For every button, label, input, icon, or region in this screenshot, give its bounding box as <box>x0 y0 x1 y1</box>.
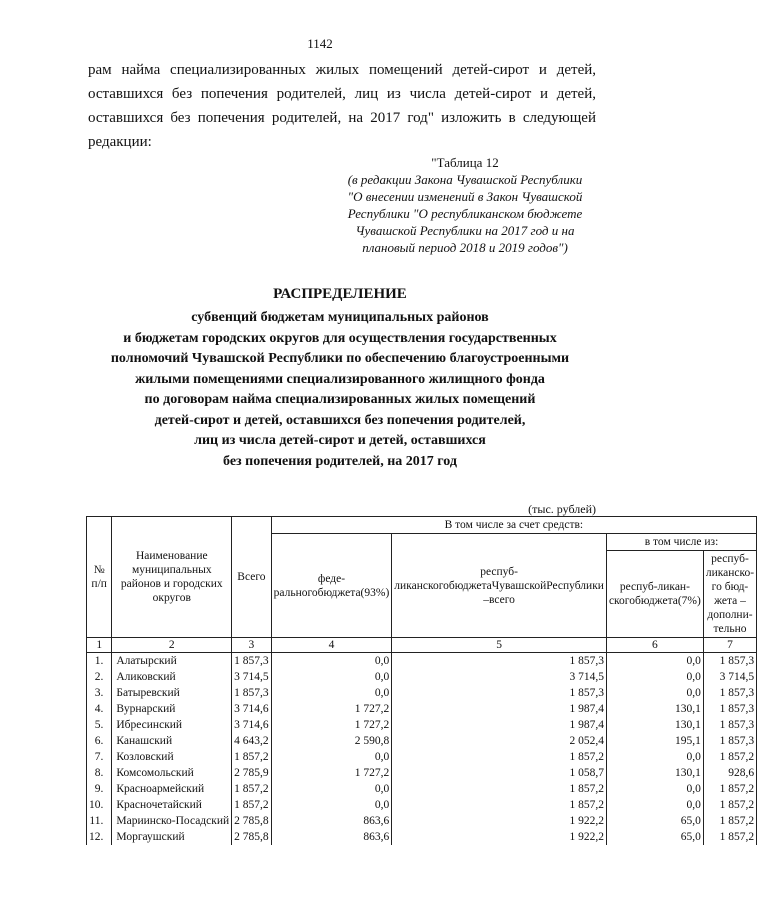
federal-value: 1 727,2 <box>271 717 392 733</box>
republic-7-value: 195,1 <box>606 733 703 749</box>
district-name: Красночетайский <box>112 797 232 813</box>
district-name: Вурнарский <box>112 701 232 717</box>
header-republic-7: респуб-ликан-скогобюджета(7%) <box>606 551 703 638</box>
table-row <box>87 685 757 701</box>
row-number: 8. <box>87 765 112 781</box>
header-name: Наименование муниципальных районов и городских округов <box>112 517 232 638</box>
republic-7-value: 0,0 <box>606 781 703 797</box>
distribution-table <box>86 516 757 845</box>
page-number: 1142 <box>307 36 333 51</box>
intro-paragraph <box>88 58 596 154</box>
district-name: Комсомольский <box>112 765 232 781</box>
column-number: 6 <box>606 638 703 653</box>
district-name: Красноармейский <box>112 781 232 797</box>
heading-subtitle-line: лиц из числа детей-сирот и детей, оставшихся <box>194 433 486 448</box>
republic-total-value: 1 922,2 <box>392 829 607 845</box>
header-federal: феде-ральногобюджета(93%) <box>271 534 392 638</box>
table-row <box>87 813 757 829</box>
heading-subtitle-line: полномочий Чувашской Республики по обеспечению благоустроенными <box>110 351 570 366</box>
republic-7-value: 130,1 <box>606 701 703 717</box>
federal-value: 0,0 <box>271 653 392 670</box>
column-number: 5 <box>392 638 607 653</box>
republic-total-value: 1 987,4 <box>392 701 607 717</box>
federal-value: 0,0 <box>271 797 392 813</box>
republic-extra-value: 3 714,5 <box>703 669 756 685</box>
header-num: № п/п <box>87 517 112 638</box>
total-value: 1 857,2 <box>232 797 272 813</box>
column-number: 4 <box>271 638 392 653</box>
intro-line: оставшихся без попечения родителей, лиц из числа детей-сирот и детей, <box>88 86 596 102</box>
heading-subtitle-line: жилыми помещениями специализированного жилищного фонда <box>135 371 545 387</box>
republic-7-value: 65,0 <box>606 829 703 845</box>
table-row <box>87 765 757 781</box>
republic-total-value: 3 714,5 <box>392 669 607 685</box>
row-number: 6. <box>87 733 112 749</box>
republic-extra-value: 928,6 <box>703 765 756 781</box>
district-name: Алатырский <box>112 653 232 670</box>
republic-extra-value: 1 857,2 <box>703 781 756 797</box>
heading-subtitle-line: детей-сирот и детей, оставшихся без попечения родителей, <box>154 412 526 428</box>
row-number: 3. <box>87 685 112 701</box>
column-number: 2 <box>112 638 232 653</box>
district-name: Мариинско-Посадский <box>112 813 232 829</box>
republic-extra-value: 1 857,3 <box>703 685 756 701</box>
heading-subtitle-line: и бюджетам городских округов для осуществления государственных <box>123 330 557 346</box>
republic-total-value: 1 857,3 <box>392 653 607 670</box>
header-including: В том числе за счет средств: <box>271 517 756 534</box>
republic-total-value: 1 857,2 <box>392 749 607 765</box>
federal-value: 863,6 <box>271 813 392 829</box>
federal-value: 0,0 <box>271 781 392 797</box>
federal-value: 0,0 <box>271 685 392 701</box>
header-republic-total: респуб-ликанскогобюджетаЧувашскойРеспублики –всего <box>392 534 607 638</box>
republic-7-value: 0,0 <box>606 749 703 765</box>
total-value: 1 857,2 <box>232 749 272 765</box>
total-value: 1 857,2 <box>232 781 272 797</box>
district-name: Моргаушский <box>112 829 232 845</box>
row-number: 2. <box>87 669 112 685</box>
total-value: 2 785,9 <box>232 765 272 781</box>
header-republic-extra: респуб-ликанско-го бюд-жета –дополни-тельно <box>703 551 756 638</box>
district-name: Канашский <box>112 733 232 749</box>
republic-7-value: 0,0 <box>606 669 703 685</box>
total-value: 2 785,8 <box>232 813 272 829</box>
table-row <box>87 781 757 797</box>
republic-extra-value: 1 857,2 <box>703 829 756 845</box>
table-row <box>87 701 757 717</box>
table-note-line: "О внесении изменений в Закон Чувашской <box>347 189 583 204</box>
table-note-line: Чувашской Республики на 2017 год и на <box>355 223 575 238</box>
units-label: (тыс. рублей) <box>528 502 596 516</box>
republic-extra-value: 1 857,2 <box>703 797 756 813</box>
republic-7-value: 130,1 <box>606 765 703 781</box>
total-value: 2 785,8 <box>232 829 272 845</box>
republic-total-value: 1 987,4 <box>392 717 607 733</box>
table-row <box>87 829 757 845</box>
federal-value: 2 590,8 <box>271 733 392 749</box>
total-value: 3 714,5 <box>232 669 272 685</box>
header-total: Всего <box>232 517 272 638</box>
district-name: Батыревский <box>112 685 232 701</box>
heading-subtitle-line: субвенций бюджетам муниципальных районов <box>191 310 489 325</box>
republic-7-value: 130,1 <box>606 717 703 733</box>
row-number: 10. <box>87 797 112 813</box>
row-number: 1. <box>87 653 112 670</box>
row-number: 5. <box>87 717 112 733</box>
republic-extra-value: 1 857,3 <box>703 701 756 717</box>
district-name: Аликовский <box>112 669 232 685</box>
heading-subtitle-line: без попечения родителей, на 2017 год <box>223 453 457 469</box>
federal-value: 1 727,2 <box>271 701 392 717</box>
republic-total-value: 1 058,7 <box>392 765 607 781</box>
table-note-line: плановый период 2018 и 2019 годов") <box>362 240 568 255</box>
table-note-line: (в редакции Закона Чувашской Республики <box>347 172 583 187</box>
district-name: Ибресинский <box>112 717 232 733</box>
intro-line: оставшихся без попечения родителей, на 2017 год" изложить в следующей <box>88 110 596 126</box>
republic-total-value: 1 857,2 <box>392 781 607 797</box>
table-row <box>87 653 757 670</box>
column-numbers-row <box>87 638 757 653</box>
republic-total-value: 1 857,2 <box>392 797 607 813</box>
table-row <box>87 717 757 733</box>
heading-title: РАСПРЕДЕЛЕНИЕ <box>273 286 407 302</box>
federal-value: 1 727,2 <box>271 765 392 781</box>
table-row <box>87 749 757 765</box>
republic-total-value: 2 052,4 <box>392 733 607 749</box>
total-value: 4 643,2 <box>232 733 272 749</box>
table-row <box>87 733 757 749</box>
column-number: 1 <box>87 638 112 653</box>
table-row <box>87 669 757 685</box>
row-number: 9. <box>87 781 112 797</box>
row-number: 12. <box>87 829 112 845</box>
heading-subtitle-line: по договорам найма специализированных жилых помещений <box>144 392 536 407</box>
republic-extra-value: 1 857,2 <box>703 813 756 829</box>
total-value: 1 857,3 <box>232 653 272 670</box>
republic-extra-value: 1 857,3 <box>703 733 756 749</box>
intro-line: рам найма специализированных жилых помещений детей-сирот и детей, <box>88 62 596 78</box>
table-row <box>87 797 757 813</box>
table-reference <box>334 154 596 256</box>
republic-extra-value: 1 857,2 <box>703 749 756 765</box>
row-number: 11. <box>87 813 112 829</box>
table-number: "Таблица 12 <box>431 155 499 170</box>
column-number: 3 <box>232 638 272 653</box>
intro-line: редакции: <box>88 134 152 150</box>
republic-total-value: 1 922,2 <box>392 813 607 829</box>
federal-value: 0,0 <box>271 669 392 685</box>
republic-extra-value: 1 857,3 <box>703 717 756 733</box>
republic-total-value: 1 857,3 <box>392 685 607 701</box>
republic-7-value: 65,0 <box>606 813 703 829</box>
federal-value: 863,6 <box>271 829 392 845</box>
table-note-line: Республики "О республиканском бюджете <box>347 206 583 221</box>
header-including-from: в том числе из: <box>606 534 756 551</box>
row-number: 4. <box>87 701 112 717</box>
total-value: 3 714,6 <box>232 701 272 717</box>
republic-extra-value: 1 857,3 <box>703 653 756 670</box>
column-number: 7 <box>703 638 756 653</box>
row-number: 7. <box>87 749 112 765</box>
total-value: 1 857,3 <box>232 685 272 701</box>
document-heading <box>70 285 610 472</box>
republic-7-value: 0,0 <box>606 797 703 813</box>
total-value: 3 714,6 <box>232 717 272 733</box>
district-name: Козловский <box>112 749 232 765</box>
republic-7-value: 0,0 <box>606 653 703 670</box>
federal-value: 0,0 <box>271 749 392 765</box>
republic-7-value: 0,0 <box>606 685 703 701</box>
